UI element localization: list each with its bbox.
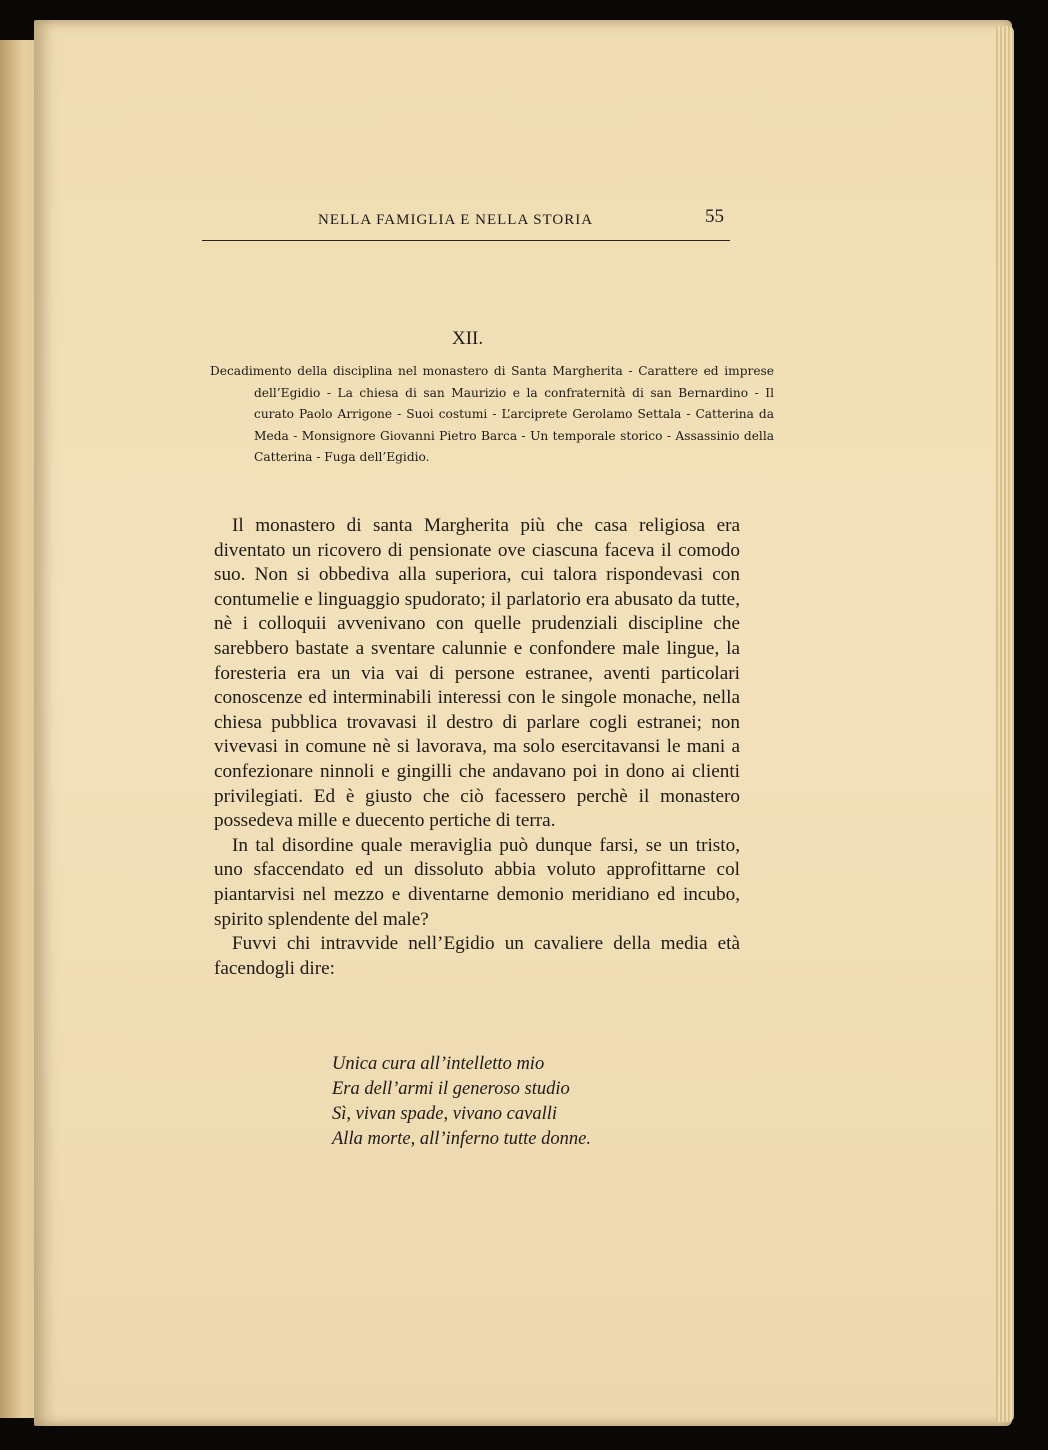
header-rule [202,240,730,241]
body-text [214,514,740,981]
chapter-number: XII. [452,328,484,349]
paragraph-2: In tal disordine quale meraviglia può dunque farsi, se un tristo, uno sfaccendato ed un dissoluto abbia voluto approfittarne col piantarvisi nel mezzo e diventarne demonio meridiano ed incubo, spirito splendente del male? [214,834,740,930]
paragraph-3: Fuvvi chi intravvide nell’Egidio un cavaliere della media età facendogli dire: [214,933,740,979]
verse-line-1: Unica cura all’intelletto mio [332,1054,545,1074]
verse-quote [332,1052,591,1152]
verse-line-3: Sì, vivan spade, vivano cavalli [332,1104,558,1124]
paragraph-1: Il monastero di santa Margherita più che casa religiosa era diventato un ricovero di pensionate ove ciascuna faceva il comodo suo. Non si obbediva alla superiora, cui talora rispondevasi con contumelie e linguaggio spudorato; il parlatorio era abusato da tutte, nè i colloquii avvenivano con quelle prudenziali discipline che sarebbero bastate a sventare calunnie e confondere male lingue, la foresteria era un via vai di persone estranee, aventi particolari conoscenze ed interminabili interessi con le singole monache, nella chiesa pubblica trovavasi il destro di parlare cogli estranei; non vivevasi in comune nè si lavorava, ma solo esercitavansi le mani a confezionare ninnoli e gingilli che andavano poi in dono ai clienti privilegiati. Ed è giusto che ciò facessero perchè il monastero possedeva mille e duecento pertiche di terra. [214,515,740,832]
running-head: NELLA FAMIGLIA E NELLA STORIA [318,212,594,228]
page-number: 55 [705,206,724,227]
chapter-summary: Decadimento della disciplina nel monastero di Santa Margherita - Carattere ed imprese dell’Egidio - La chiesa di san Maurizio e la confraternità di san Bernardino - Il curato Paolo Arrigone - Suoi costumi - L’arciprete Gerolamo Settala - Catterina da Meda - Monsignore Giovanni Pietro Barca - Un temporale storico - Assassinio della Catterina - Fuga dell’Egidio. [210,364,774,464]
verse-line-2: Era dell’armi il generoso studio [332,1079,570,1099]
verse-line-4: Alla morte, all’inferno tutte donne. [332,1129,591,1149]
